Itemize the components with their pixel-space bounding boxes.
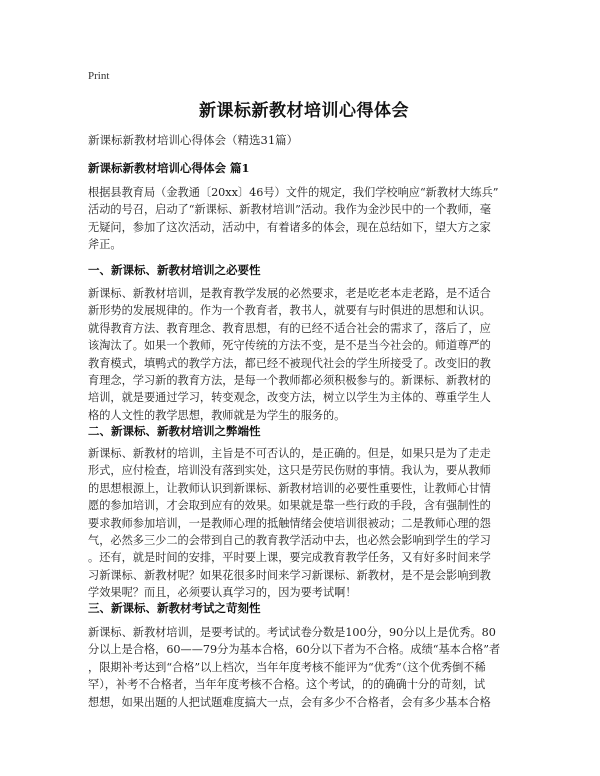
paragraph-line: 新课标、新教材培训，是教育教学发展的必然要求，老是吃老本走老路，是不适合 xyxy=(88,287,491,300)
paragraph-line: 该淘汰了。如果一个教师，死守传统的方法不变，是不是当今社会的。师道尊严的 xyxy=(88,339,491,353)
print-link[interactable]: Print xyxy=(88,70,110,82)
intro-paragraph xyxy=(88,184,520,254)
paragraph-line: 罕），补考不合格者，当年年度考核不合格。这个考试，的的确确十分的苛刻，试 xyxy=(88,678,486,692)
section-3-heading: 三、新课标、新教材考试之苛刻性 xyxy=(88,601,261,615)
paragraph-line: 育理念，学习新的教育方法，是每一个教师都必须积极参与的。新课标、新教材的 xyxy=(88,374,491,388)
paragraph-line: 格的人文性的教学思想，教师就是为学生的服务的。 xyxy=(88,408,346,422)
paragraph-line: 学效果呢？而且，必须要认真学习的，因为要考试啊！ xyxy=(88,586,357,600)
paragraph-line: 教育模式，填鸭式的教学方法，都已经不被现代社会的学生所接受了。改变旧的教 xyxy=(88,356,491,370)
paragraph-line: 活动的号召，启动了“新课标、新教材培训”活动。我作为金沙民中的一个教师，毫 xyxy=(88,203,492,217)
document-subtitle: 新课标新教材培训心得体会（精选31篇） xyxy=(88,133,299,147)
paragraph-line: 根据县教育局（金教通〔20xx〕46号）文件的规定，我们学校响应“新教材大练兵” xyxy=(88,186,499,199)
paragraph-line: 新课标、新教材培训，是要考试的。考试试卷分数是100分，90分以上是优秀。80 xyxy=(88,626,496,639)
paragraph-line: 的思想根源上，让教师认识到新课标、新教材培训的必要性重要性，让教师心甘情 xyxy=(88,481,491,495)
paragraph-line: 想想，如果出题的人把试题难度搞大一点，会有多少不合格者，会有多少基本合格 xyxy=(88,695,491,709)
section-2-heading: 二、新课标、新教材培训之弊端性 xyxy=(88,424,261,438)
paragraph-line: 就得教育方法、教育理念、教育思想，有的已经不适合社会的需求了，落后了，应 xyxy=(88,321,491,335)
paragraph-line: 无疑问，参加了这次活动，活动中，有着诸多的体会，现在总结如下，望大方之家 xyxy=(88,220,491,234)
paragraph-line: 分以上是合格，60——79分为基本合格，60分以下者为不合格。成绩“基本合格”者 xyxy=(88,643,501,657)
section-1-heading: 一、新课标、新教材培训之必要性 xyxy=(88,263,261,277)
document-title: 新课标新教材培训心得体会 xyxy=(199,101,409,121)
paragraph-line: 新形势的发展规律的。作为一个教育者，教书人，就要有与时俱进的思想和认识。 xyxy=(88,304,491,318)
paragraph-line: 新课标、新教材的培训，主旨是不可否认的，是正确的。但是，如果只是为了走走 xyxy=(88,447,491,460)
section-1-paragraph xyxy=(88,285,520,424)
paragraph-line: 愿的参加培训，才会取到应有的效果。如果就是靠一些行政的手段，含有强制性的 xyxy=(88,499,491,513)
section-2-paragraph xyxy=(88,445,520,602)
paragraph-line: ，限期补考达到“合格”以上档次，当年年度考核不能评为“优秀”（这个优秀倒不稀 xyxy=(88,660,486,674)
paragraph-line: 。还有，就是时间的安排，平时要上课，要完成教育教学任务，又有好多时间来学 xyxy=(88,551,491,565)
article-heading: 新课标新教材培训心得体会 篇1 xyxy=(88,161,250,175)
paragraph-line: 气，必然多三少二的会带到自己的教育教学活动中去，也必然会影响到学生的学习 xyxy=(88,534,491,548)
paragraph-line: 斧正。 xyxy=(88,238,122,252)
paragraph-line: 形式，应付检查，培训没有落到实处，这只是劳民伤财的事情。我认为，要从教师 xyxy=(88,464,491,478)
paragraph-line: 习新课标、新教材呢？如果花很多时间来学习新课标、新教材，是不是会影响到教 xyxy=(88,568,491,582)
paragraph-line: 培训，就是要通过学习，转变观念，改变方法，树立以学生为主体的、尊重学生人 xyxy=(88,391,491,405)
section-3-paragraph xyxy=(88,624,520,711)
paragraph-line: 要求教师参加培训，一是教师心理的抵触情绪会使培训很被动；二是教师心理的怨 xyxy=(88,516,491,530)
